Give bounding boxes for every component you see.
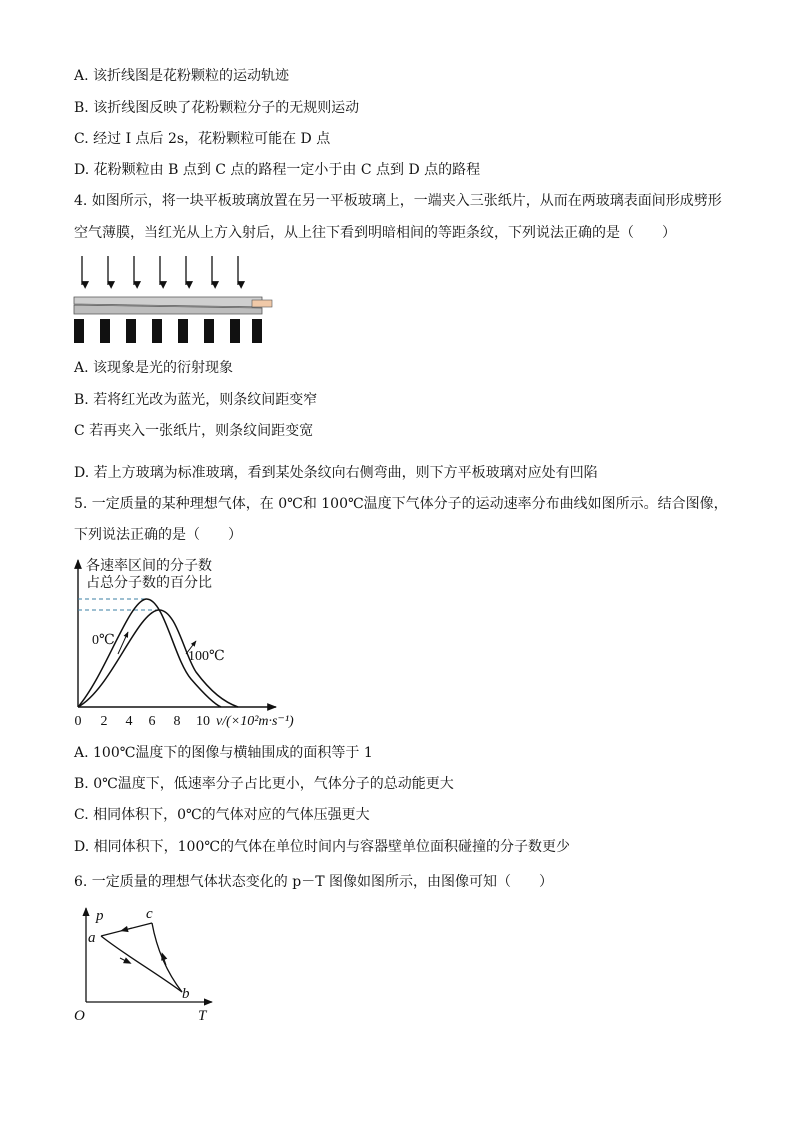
y-axis-label-line2: 占总分子数的百分比 (86, 576, 212, 591)
dark-fringe (204, 319, 214, 343)
q3-option-c: C. 经过 I 点后 2s，花粉颗粒可能在 D 点 (74, 131, 331, 147)
incident-light-arrows (82, 256, 238, 285)
process-a-to-b (101, 936, 182, 992)
dark-fringe (152, 319, 162, 343)
x-tick-label: 2 (100, 714, 108, 729)
q3-option-d: D. 花粉颗粒由 B 点到 C 点的路程一定小于由 C 点到 D 点的路程 (74, 162, 481, 178)
speed-distribution-graph (66, 554, 336, 732)
q5-stem-line2: 下列说法正确的是（ ） (74, 527, 242, 543)
p-axis-label: p (96, 908, 104, 924)
q3-option-a: A. 该折线图是花粉颗粒的运动轨迹 (74, 68, 290, 84)
x-tick-labels (75, 714, 211, 729)
q4-stem-line1: 4. 如图所示，将一块平板玻璃放置在另一平板玻璃上，一端夹入三张纸片，从而在两玻璃表面间形成劈形 (74, 193, 722, 209)
q4-option-d: D. 若上方玻璃为标准玻璃，看到某处条纹向右侧弯曲，则下方平板玻璃对应处有凹陷 (74, 465, 598, 481)
q4-option-a: A. 该现象是光的衍射现象 (74, 360, 234, 376)
paper-sheets (252, 300, 272, 307)
t-axis-label: T (198, 1008, 207, 1024)
interference-fringes (74, 319, 262, 343)
arrow-a-to-b (120, 958, 128, 962)
point-a-label: a (88, 930, 96, 946)
dark-fringe (74, 319, 84, 343)
x-tick-label: 6 (148, 714, 156, 729)
y-axis-label-line1: 各速率区间的分子数 (86, 559, 212, 574)
dark-fringe (126, 319, 136, 343)
dark-fringe (100, 319, 110, 343)
dark-fringe (230, 319, 240, 343)
q4-option-b: B. 若将红光改为蓝光，则条纹间距变窄 (74, 392, 318, 408)
q4-stem-line2: 空气薄膜，当红光从上方入射后，从上往下看到明暗相间的等距条纹，下列说法正确的是（ ） (74, 225, 676, 241)
q6-stem: 6. 一定质量的理想气体状态变化的 p－T 图像如图所示，由图像可知（ ） (74, 874, 554, 890)
q5-option-b: B. 0℃温度下，低速率分子占比更小，气体分子的总动能更大 (74, 776, 454, 792)
q3-option-b: B. 该折线图反映了花粉颗粒分子的无规则运动 (74, 100, 360, 116)
q5-stem-line1: 5. 一定质量的某种理想气体，在 0℃和 100℃温度下气体分子的运动速率分布曲线如图所示。结合图像， (74, 496, 728, 512)
q5-option-d: D. 相同体积下，100℃的气体在单位时间内与容器壁单位面积碰撞的分子数更少 (74, 839, 571, 855)
x-tick-label: 0 (74, 714, 82, 729)
wedge-film-diagram (66, 252, 286, 344)
point-c-label: c (146, 906, 153, 922)
q4-option-c: C 若再夹入一张纸片，则条纹间距变宽 (74, 423, 314, 439)
dark-fringe (252, 319, 262, 343)
x-tick-label: 4 (125, 714, 133, 729)
label-100c: 100℃ (188, 649, 225, 664)
point-b-label: b (182, 986, 190, 1002)
q5-option-a: A. 100℃温度下的图像与横轴围成的面积等于 1 (74, 745, 373, 761)
origin-label: O (74, 1008, 85, 1024)
glass-plates (74, 297, 272, 314)
dark-fringe (178, 319, 188, 343)
q5-option-c: C. 相同体积下，0℃的气体对应的气体压强更大 (74, 807, 370, 823)
x-tick-label: 10 (196, 714, 210, 729)
p-t-diagram (70, 900, 220, 1026)
label-0c: 0℃ (92, 633, 115, 648)
x-axis-label: v/(×10²m·s⁻¹) (216, 714, 294, 729)
x-tick-label: 8 (173, 714, 181, 729)
